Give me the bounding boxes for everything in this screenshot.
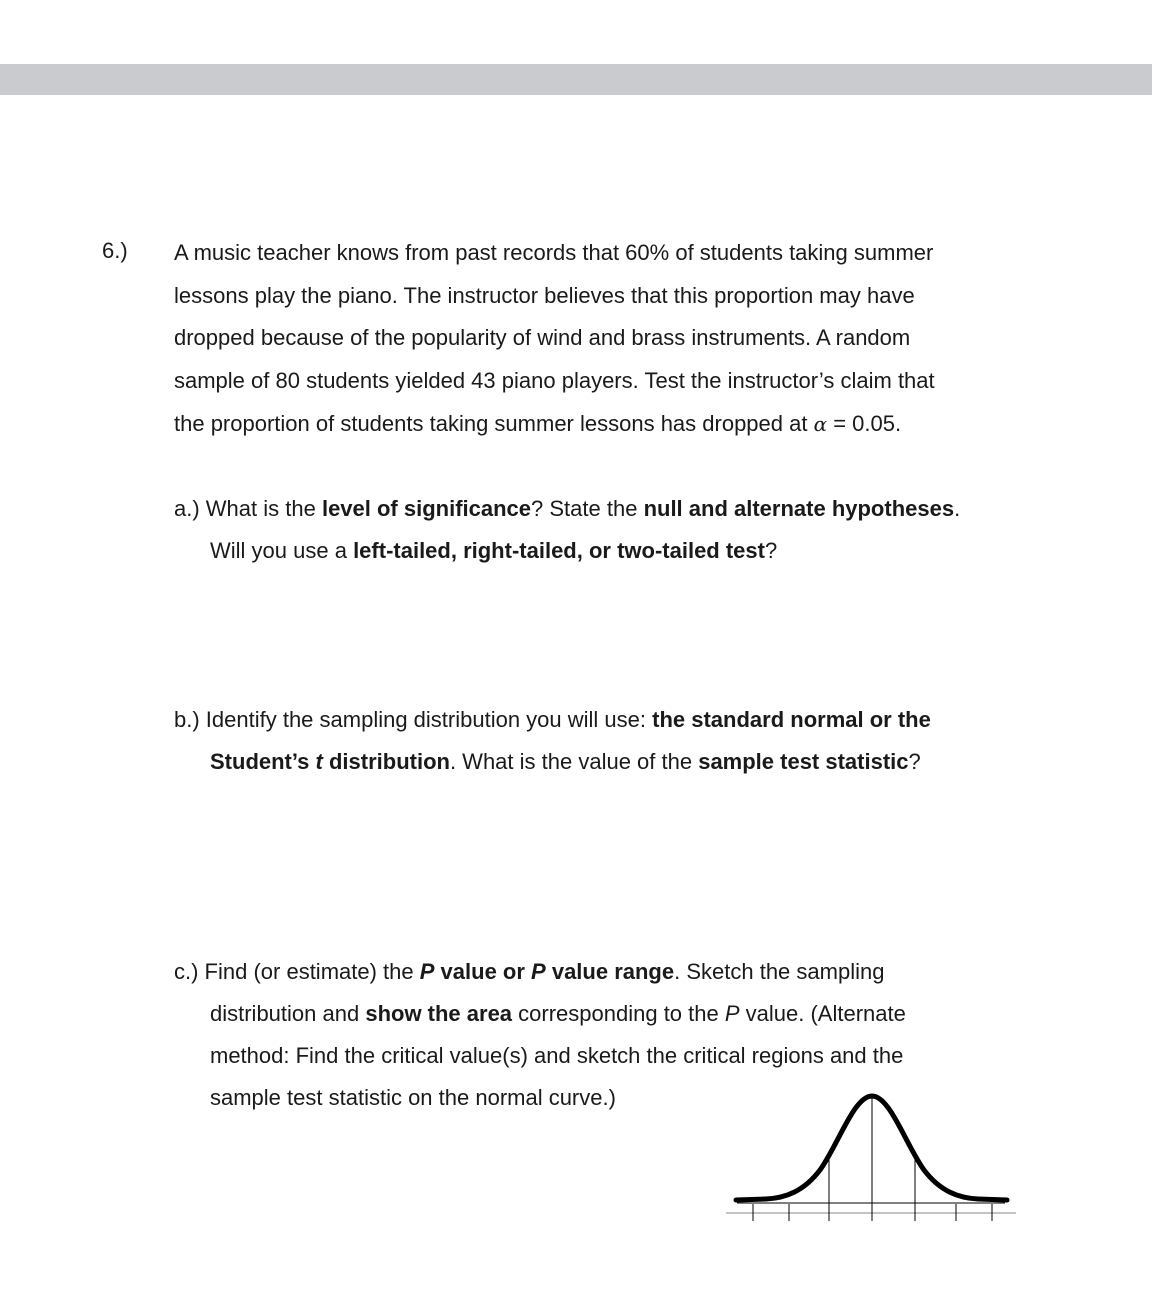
part-a-line-1 [174,488,960,530]
problem-line: lessons play the piano. The instructor believes that this proportion may have [174,282,915,308]
part-a-line-2 [174,530,960,572]
text: corresponding to the [512,1001,725,1026]
problem-line-last [174,403,1074,446]
bold-text: the standard normal or the [652,707,931,732]
part-c-line-1 [174,951,906,993]
text: Will you use a [210,538,354,563]
text: ? [908,749,921,774]
problem-statement [174,232,1074,445]
bold-text: distribution [322,749,450,774]
bold-text: level of significance [321,496,532,521]
text: c.) Find (or estimate) the [174,959,420,984]
bold-italic-t: t [315,749,323,774]
bold-text: Student’s [210,749,316,774]
normal-curve-sketch [726,1088,1018,1226]
problem-line: sample of 80 students yielded 43 piano players. Test the instructor’s claim that [174,368,935,394]
alpha-symbol: α [813,411,828,436]
text: ? State the [531,496,644,521]
text: b.) Identify the sampling distribution you will use: [174,707,653,732]
part-c-line-3: method: Find the critical value(s) and sketch the critical regions and the [210,1043,904,1068]
bold-text: null and alternate hypotheses [643,496,955,521]
text: a.) What is the [174,496,322,521]
text: . What is the value of the [449,749,699,774]
bold-text: show the area [365,1001,513,1026]
problem-line: dropped because of the popularity of wind and brass instruments. A random [174,325,911,351]
text: ? [764,538,778,563]
bold-text: value or [434,959,532,984]
part-c-line-2 [174,993,906,1035]
part-c-line-4: sample test statistic on the normal curve.) [210,1085,616,1110]
top-bar [0,64,1152,95]
problem-line: A music teacher knows from past records that 60% of students taking summer [174,240,934,265]
text: value. (Alternate [739,1001,906,1026]
part-b [174,699,931,783]
italic-p: P [724,1001,740,1026]
bold-italic-p: P [419,959,435,984]
bold-text: sample test statistic [698,749,909,774]
question-number: 6.) [102,238,128,263]
part-a [174,488,960,572]
text: . [954,496,961,521]
bold-text: value range [545,959,675,984]
part-b-line-1 [174,699,931,741]
bold-italic-p: P [531,959,546,984]
text: distribution and [210,1001,366,1026]
part-b-line-2 [174,741,931,783]
text: . Sketch the sampling [674,959,885,984]
problem-text: = 0.05. [827,410,902,436]
problem-text: the proportion of students taking summer lessons has dropped at [174,410,814,436]
bold-text: left-tailed, right-tailed, or two-tailed test [353,538,765,563]
